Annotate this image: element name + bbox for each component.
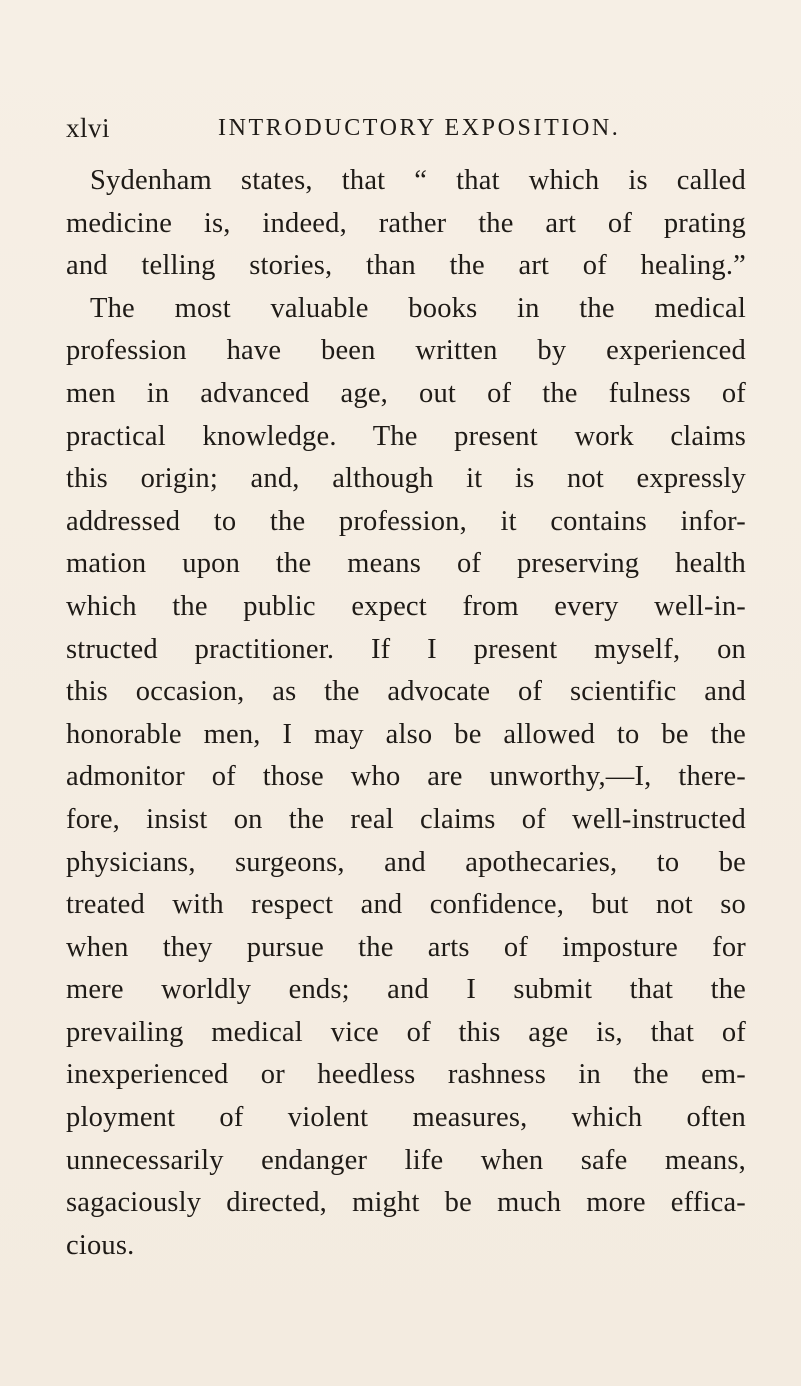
text-line: profession have been written by experienced (66, 335, 746, 367)
text-line: fore, insist on the real claims of well-instructed (66, 803, 746, 835)
text-line: honorable men, I may also be allowed to be the (66, 718, 746, 750)
body-text (66, 160, 746, 1267)
text-line: this origin; and, although it is not expressly (66, 463, 746, 495)
text-line: which the public expect from every well-in- (66, 590, 746, 622)
text-line: inexperienced or heedless rashness in the em- (66, 1059, 746, 1091)
text-line: structed practitioner. If I present myself, on (66, 633, 746, 665)
page-header (66, 108, 746, 148)
text-line: Sydenham states, that “ that which is called (90, 165, 746, 196)
running-title: INTRODUCTORY EXPOSITION. (218, 115, 621, 141)
text-line: admonitor of those who are unworthy,—I, there- (66, 761, 746, 793)
page-number: xlvi (66, 113, 111, 143)
text-line: unnecessarily endanger life when safe means, (66, 1144, 746, 1176)
text-line: medicine is, indeed, rather the art of prating (66, 207, 746, 239)
text-line: sagaciously directed, might be much more effica- (66, 1187, 746, 1219)
text-line: when they pursue the arts of imposture for (66, 931, 746, 963)
text-line: practical knowledge. The present work claims (66, 420, 746, 452)
text-line: physicians, surgeons, and apothecaries, to be (66, 846, 746, 878)
text-line: addressed to the profession, it contains infor- (66, 505, 746, 537)
text-line: treated with respect and confidence, but not so (66, 889, 746, 921)
text-line: men in advanced age, out of the fulness of (66, 377, 746, 409)
text-line: cious. (66, 1229, 135, 1261)
text-line: ployment of violent measures, which often (66, 1102, 746, 1134)
text-line: prevailing medical vice of this age is, that of (66, 1016, 746, 1048)
text-line: and telling stories, than the art of healing.” (66, 250, 746, 282)
text-line: mere worldly ends; and I submit that the (66, 974, 746, 1006)
text-line: this occasion, as the advocate of scientific and (66, 676, 746, 708)
text-line: mation upon the means of preserving health (66, 548, 746, 580)
text-line: The most valuable books in the medical (90, 292, 746, 324)
